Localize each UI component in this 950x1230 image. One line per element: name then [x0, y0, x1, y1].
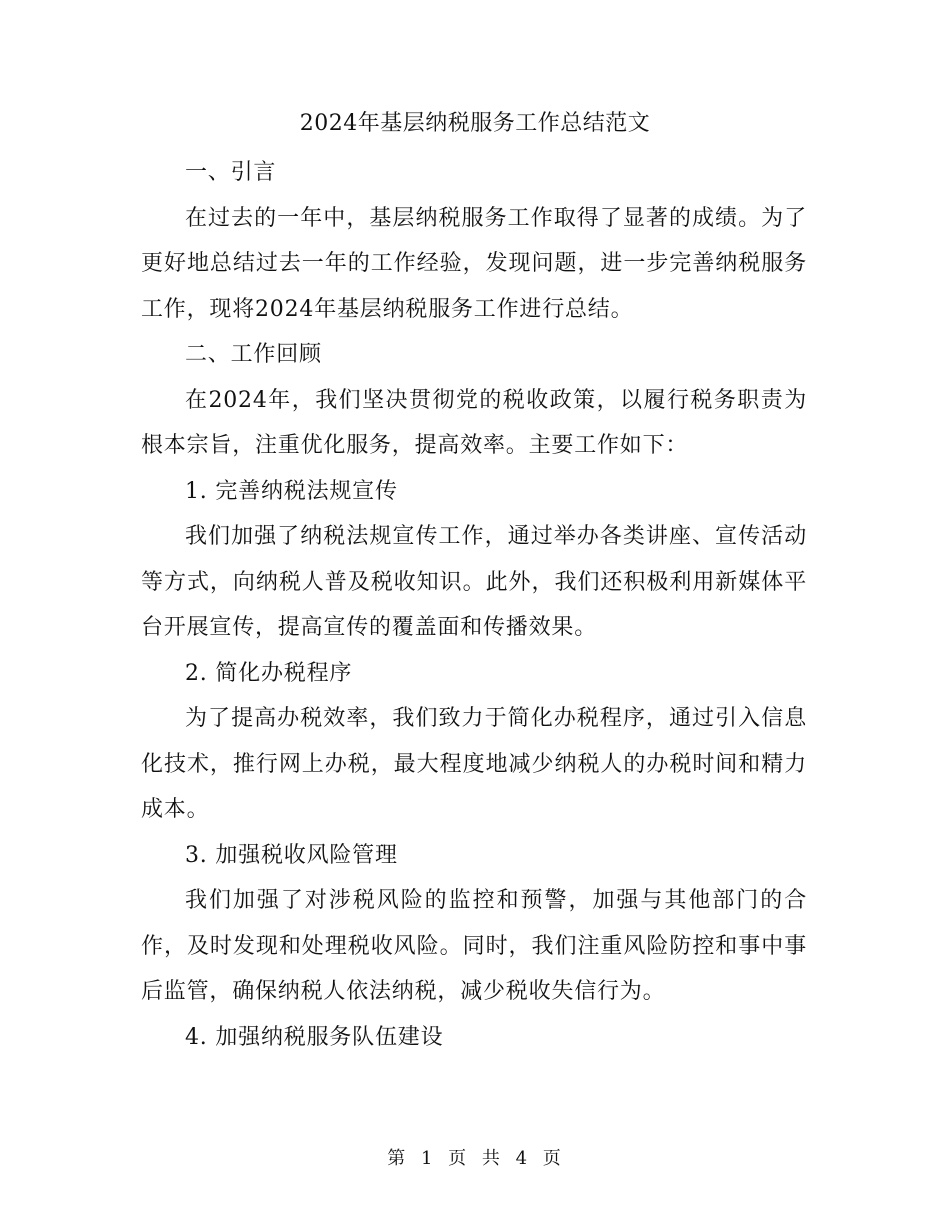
subheading-simplify-procedures: 2. 简化办税程序 — [185, 660, 353, 686]
section-heading-introduction: 一、引言 — [185, 160, 277, 185]
document-title: 2024年基层纳税服务工作总结范文 — [299, 111, 651, 136]
paragraph-introduction: 在过去的一年中，基层纳税服务工作取得了显著的成绩。为了更好地总结过去一年的工作经验，发现问题，进一步完善纳税服务工作，现将2024年基层纳税服务工作进行总结。 — [141, 205, 807, 322]
paragraph-work-review: 在2024年，我们坚决贯彻党的税收政策，以履行税务职责为根本宗旨，注重优化服务，提高效率。主要工作如下： — [141, 387, 807, 458]
section-heading-work-review: 二、工作回顾 — [185, 342, 322, 367]
paragraph-risk-management: 我们加强了对涉税风险的监控和预警，加强与其他部门的合作，及时发现和处理税收风险。同时，我们注重风险防控和事中事后监管，确保纳税人依法纳税，减少税收失信行为。 — [141, 888, 807, 1004]
subheading-service-team: 4. 加强纳税服务队伍建设 — [185, 1024, 444, 1050]
page-number-footer: 第 1 页 共 4 页 — [387, 1148, 563, 1169]
paragraph-simplify-procedures: 为了提高办税效率，我们致力于简化办税程序，通过引入信息化技术，推行网上办税，最大程度地减少纳税人的办税时间和精力成本。 — [141, 706, 807, 822]
document-body — [141, 150, 807, 1060]
subheading-tax-law-publicity: 1. 完善纳税法规宣传 — [185, 478, 398, 504]
subheading-risk-management: 3. 加强税收风险管理 — [185, 842, 398, 868]
paragraph-tax-law-publicity: 我们加强了纳税法规宣传工作，通过举办各类讲座、宣传活动等方式，向纳税人普及税收知识。此外，我们还积极利用新媒体平台开展宣传，提高宣传的覆盖面和传播效果。 — [141, 524, 807, 640]
